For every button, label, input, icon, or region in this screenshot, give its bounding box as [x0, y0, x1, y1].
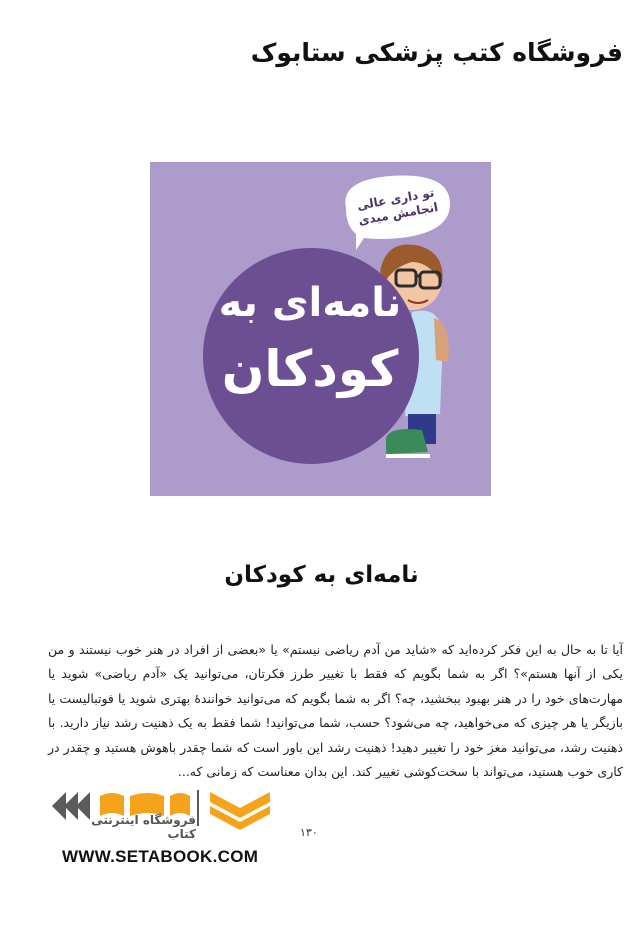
cover-title-line1: نامه‌ای به — [218, 280, 402, 326]
watermark-url[interactable]: WWW.SETABOOK.COM — [62, 847, 259, 866]
book-title: نامه‌ای به کودکان — [224, 562, 419, 588]
body-paragraph-text: آیا تا به حال به این فکر کرده‌اید که «شاید من آدم ریاضی نیستم» یا «بعضی از افراد در هنر خوب نیستند و من یکی از آنها هستم»؟ اگر به شما بگویم که فقط با تغییر طرز فکرتان، می‌توانید یک «آدم ریاضی» شوید یا مهارت‌های خود را در هنر بهبود ببخشید، چه؟ اگر به شما بگویم که می‌توانید خوانندهٔ بهتری شوید یا فوتبالیست یا بازیگر یا هر چیزی که می‌خواهید، چه می‌شود؟ حسب، شما می‌توانید! شما فقط به یک ذهنیت رشد نیاز دارید. با ذهنیت رشد، می‌توانید مغز خود را تغییر دهید! ذهنیت رشد این باور است که شما چقدر باهوش هستید و چقدر در کاری خوب هستید، می‌تواند با سخت‌کوشی تغییر کند. این بدان معناست که زمانی که... — [48, 642, 623, 780]
store-title: فروشگاه کتب پزشکی ستابوک — [250, 38, 623, 67]
book-cover — [150, 162, 491, 496]
page-number: ۱۳۰ — [300, 826, 318, 839]
speech-bubble-text: تو داری عالی انجامش میدی — [356, 185, 440, 228]
watermark-tagline: فروشگاه اینترنتی کتاب — [91, 813, 196, 841]
cover-title-line2: کودکان — [221, 340, 399, 398]
body-paragraph — [48, 638, 623, 784]
